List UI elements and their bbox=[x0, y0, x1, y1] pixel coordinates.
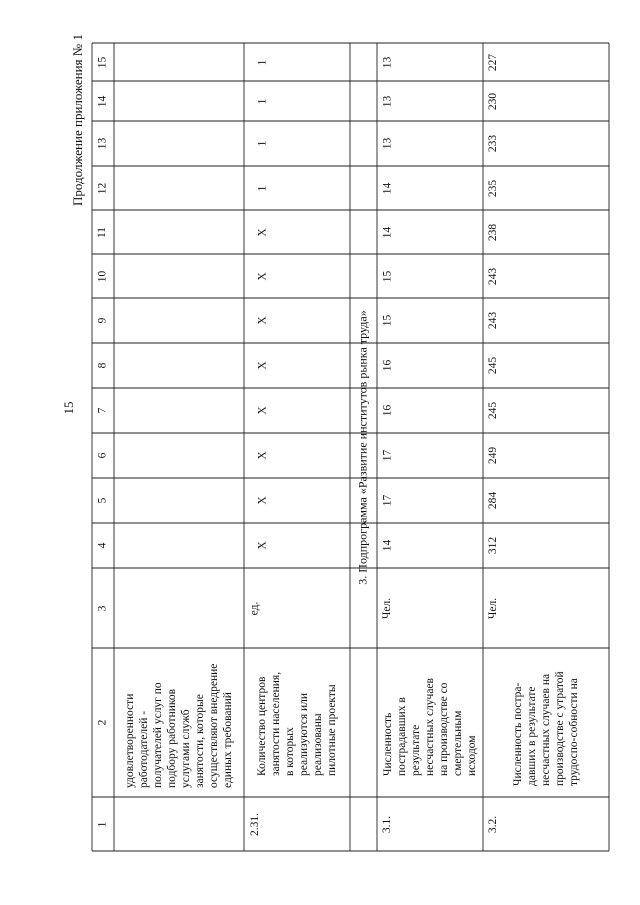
value-cell: 13 bbox=[381, 137, 394, 150]
value-cell: X bbox=[256, 541, 269, 550]
value-cell: 1 bbox=[256, 59, 269, 65]
row-number: 3.2. bbox=[487, 815, 500, 833]
page-number: 15 bbox=[61, 401, 76, 415]
row-number: 2.31. bbox=[248, 812, 261, 836]
value-cell: 245 bbox=[487, 356, 500, 375]
value-cell: 235 bbox=[487, 179, 500, 197]
value-cell: X bbox=[256, 227, 269, 237]
header-cell: 2 bbox=[96, 719, 109, 726]
value-cell: 15 bbox=[381, 270, 394, 282]
value-cell: 14 bbox=[381, 539, 394, 552]
value-cell: 1 bbox=[256, 140, 269, 147]
header-cell: 8 bbox=[96, 362, 109, 369]
header-cell: 3 bbox=[96, 605, 109, 611]
header-cell: 7 bbox=[96, 407, 109, 414]
value-cell: 17 bbox=[381, 449, 394, 462]
unit-cell: Чел. bbox=[381, 597, 394, 619]
section-title: 3. Подпрограмма «Развитие институтов рынка труда» bbox=[356, 309, 371, 585]
header-cell: 6 bbox=[96, 452, 109, 459]
unit-cell: Чел. bbox=[487, 597, 500, 619]
value-cell: X bbox=[256, 496, 269, 505]
header-cell: 15 bbox=[96, 56, 109, 68]
continuation-note: Продолжение приложения № 1 bbox=[70, 34, 85, 206]
value-cell: 243 bbox=[487, 311, 500, 330]
header-cell: 11 bbox=[96, 226, 109, 238]
value-cell: 230 bbox=[487, 92, 500, 110]
value-cell: 13 bbox=[381, 56, 394, 68]
value-cell: 312 bbox=[487, 536, 500, 555]
value-cell: 1 bbox=[256, 98, 269, 104]
value-cell: 17 bbox=[381, 494, 394, 507]
value-cell: 15 bbox=[381, 314, 394, 327]
value-cell: 14 bbox=[381, 182, 394, 194]
indicator-name: Численность пострадавших в результате несчастных случаев на производстве со смертельным исходом bbox=[382, 677, 478, 776]
row-number: 3.1. bbox=[381, 815, 394, 833]
value-cell: 14 bbox=[381, 226, 394, 238]
value-cell: 1 bbox=[256, 185, 269, 191]
value-cell: 284 bbox=[487, 491, 500, 510]
header-cell: 13 bbox=[96, 137, 109, 150]
value-cell: 227 bbox=[487, 53, 500, 71]
value-cell: 238 bbox=[487, 223, 500, 241]
value-cell: X bbox=[256, 316, 269, 325]
header-cell: 10 bbox=[96, 270, 109, 282]
value-cell: 245 bbox=[487, 401, 500, 420]
value-cell: 249 bbox=[487, 446, 500, 465]
value-cell: X bbox=[256, 361, 269, 370]
value-cell: X bbox=[256, 451, 269, 460]
header-cell: 5 bbox=[96, 497, 109, 504]
header-cell: 9 bbox=[96, 317, 109, 324]
indicator-name: Численность постра-давших в результате несчастных случаев на производстве с утратой трудоспо-собности на bbox=[512, 670, 580, 786]
header-cell: 14 bbox=[96, 95, 109, 107]
value-cell: 233 bbox=[487, 134, 500, 153]
unit-cell: ед. bbox=[248, 601, 261, 615]
value-cell: X bbox=[256, 271, 269, 281]
value-cell: 243 bbox=[487, 267, 500, 285]
value-cell: X bbox=[256, 406, 269, 415]
value-cell: 16 bbox=[381, 404, 394, 417]
indicator-name: Количество центров занятости населения, в которых реализуются или реализованы пилотные проекты bbox=[256, 671, 338, 776]
table-row-cell-text: удовлетворенности работодателей - получателей услуг по подбору работников услугами служб занятости, которые осуществляют внедрение единых требований bbox=[124, 663, 234, 788]
header-cell: 1 bbox=[96, 821, 109, 827]
value-cell: 13 bbox=[381, 95, 394, 107]
header-cell: 12 bbox=[96, 182, 109, 194]
value-cell: 16 bbox=[381, 359, 394, 372]
header-cell: 4 bbox=[96, 542, 109, 549]
